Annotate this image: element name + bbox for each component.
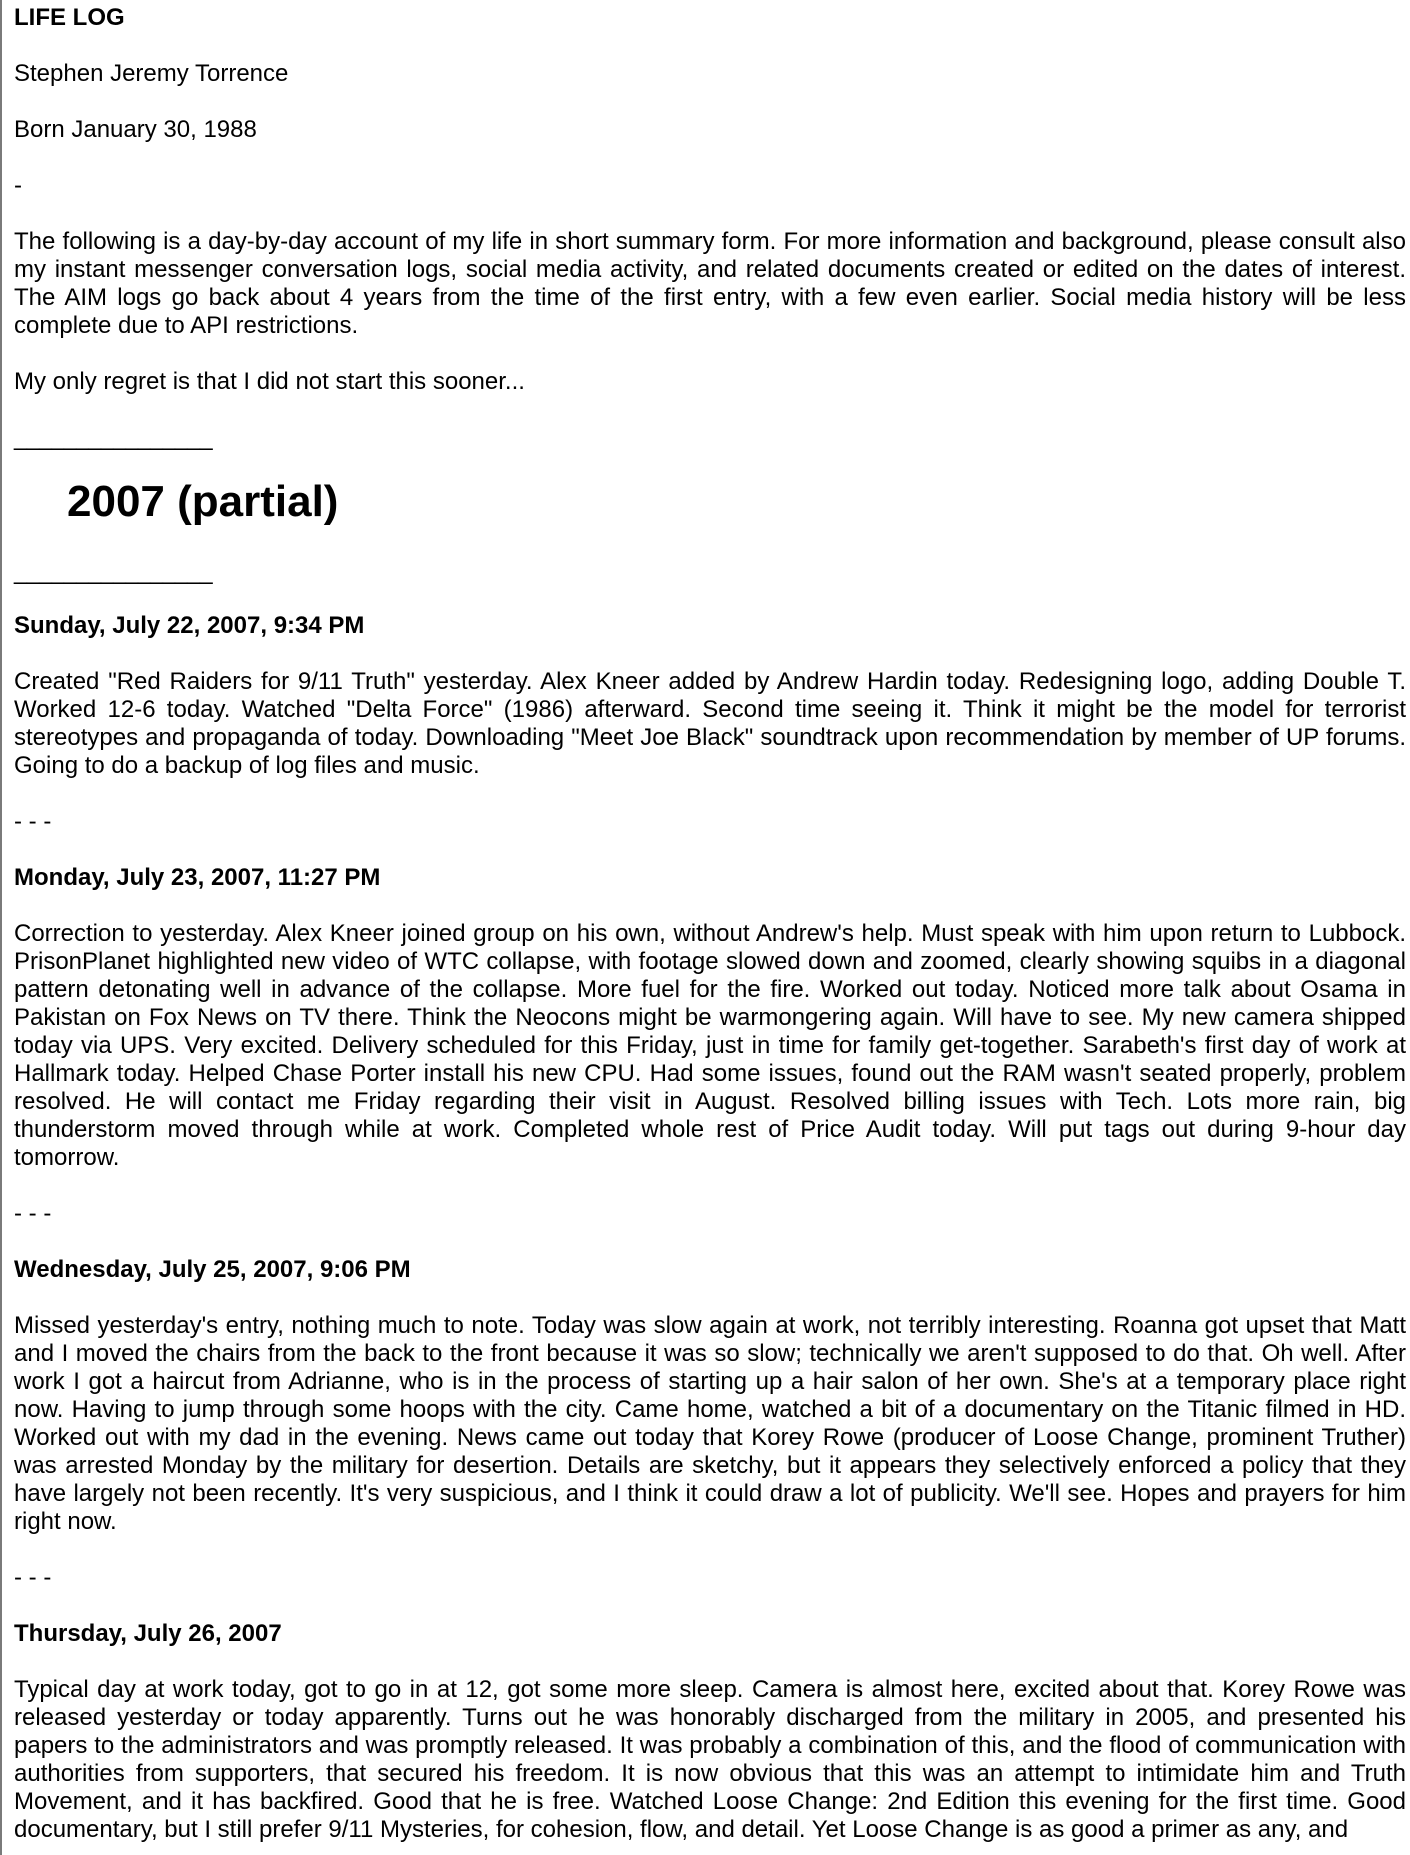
author-name: Stephen Jeremy Torrence <box>14 60 289 87</box>
entry-separator: - - - <box>14 1564 52 1591</box>
divider-top: ________________ <box>14 424 212 451</box>
entry-text: Correction to yesterday. Alex Kneer joined group on his own, without Andrew's help. Must speak with him upon return to Lubbock. PrisonPlanet highlighted new video of WTC collapse, with footage slowed down and zoomed, clearly showing squibs in a diagonal pattern detonating well in advance of the collapse. More fuel for the fire. Worked out today. Noticed more talk about Osama in Pakistan on Fox News on TV there. Think the Neocons might be warmongering again. Will have to see. My new camera shipped today via UPS. Very excited. Delivery scheduled for this Friday, just in time for family get-together. Sarabeth's first day of work at Hallmark today. Helped Chase Porter install his new CPU. Had some issues, found out the RAM wasn't seated properly, problem resolved. He will contact me Friday regarding their visit in August. Resolved billing issues with Tech. Lots more rain, big thunderstorm moved through while at work. Completed whole rest of Price Audit today. Will put tags out during 9-hour day tomorrow. <box>14 920 1406 1171</box>
entry-date: Wednesday, July 25, 2007, 9:06 PM <box>14 1256 411 1283</box>
entry-text: Missed yesterday's entry, nothing much to note. Today was slow again at work, not terribly interesting. Roanna got upset that Matt and I moved the chairs from the back to the front because it was so slow; technically we aren't supposed to do that. Oh well. After work I got a haircut from Adrianne, who is in the process of starting up a hair salon of her own. She's at a temporary place right now. Having to jump through some hoops with the city. Came home, watched a bit of a documentary on the Titanic filmed in HD. Worked out with my dad in the evening. News came out today that Korey Rowe (producer of Loose Change, prominent Truther) was arrested Monday by the military for desertion. Details are sketchy, but it appears they selectively enforced a policy that they have largely not been recently. It's very suspicious, and I think it could draw a lot of publicity. We'll see. Hopes and prayers for him right now. <box>14 1312 1406 1535</box>
document-title: LIFE LOG <box>14 4 125 31</box>
entry-date: Monday, July 23, 2007, 11:27 PM <box>14 864 381 891</box>
entry-text: Typical day at work today, got to go in at 12, got some more sleep. Camera is almost here, excited about that. Korey Rowe was released yesterday or today apparently. Turns out he was honorably discharged from the military in 2005, and presented his papers to the administrators and was promptly released. It was probably a combination of this, and the flood of communication with authorities from supporters, that secured his freedom. It is now obvious that this was an attempt to intimidate him and Truth Movement, and it has backfired. Good that he is free. Watched Loose Change: 2nd Edition this evening for the first time. Good documentary, but I still prefer 9/11 Mysteries, for cohesion, flow, and detail. Yet Loose Change is as good a primer as any, and <box>14 1676 1406 1843</box>
entry-date: Thursday, July 26, 2007 <box>14 1620 282 1647</box>
divider-bottom: ________________ <box>14 558 212 585</box>
year-heading: 2007 (partial) <box>67 477 339 526</box>
header-dash: - <box>14 172 22 199</box>
entry-text: Created "Red Raiders for 9/11 Truth" yesterday. Alex Kneer added by Andrew Hardin today. Redesigning logo, adding Double T. Worked 12-6 today. Watched "Delta Force" (1986) afterward. Second time seeing it. Think it might be the model for terrorist stereotypes and propaganda of today. Downloading "Meet Joe Black" soundtrack upon recommendation by member of UP forums. Going to do a backup of log files and music. <box>14 668 1406 779</box>
entry-separator: - - - <box>14 808 52 835</box>
intro-regret: My only regret is that I did not start this sooner... <box>14 368 525 395</box>
intro-paragraph: The following is a day-by-day account of my life in short summary form. For more information and background, please consult also my instant messenger conversation logs, social media activity, and related documents created or edited on the dates of interest. The AIM logs go back about 4 years from the time of the first entry, with a few even earlier. Social media history will be less complete due to API restrictions. <box>14 228 1406 339</box>
entry <box>14 612 1406 864</box>
entry <box>14 1256 1406 1620</box>
entry-separator: - - - <box>14 1200 52 1227</box>
entry <box>14 864 1406 1256</box>
entry <box>14 1620 1406 1844</box>
document-body <box>14 4 1406 1844</box>
birth-date: Born January 30, 1988 <box>14 116 257 143</box>
entry-date: Sunday, July 22, 2007, 9:34 PM <box>14 612 365 639</box>
